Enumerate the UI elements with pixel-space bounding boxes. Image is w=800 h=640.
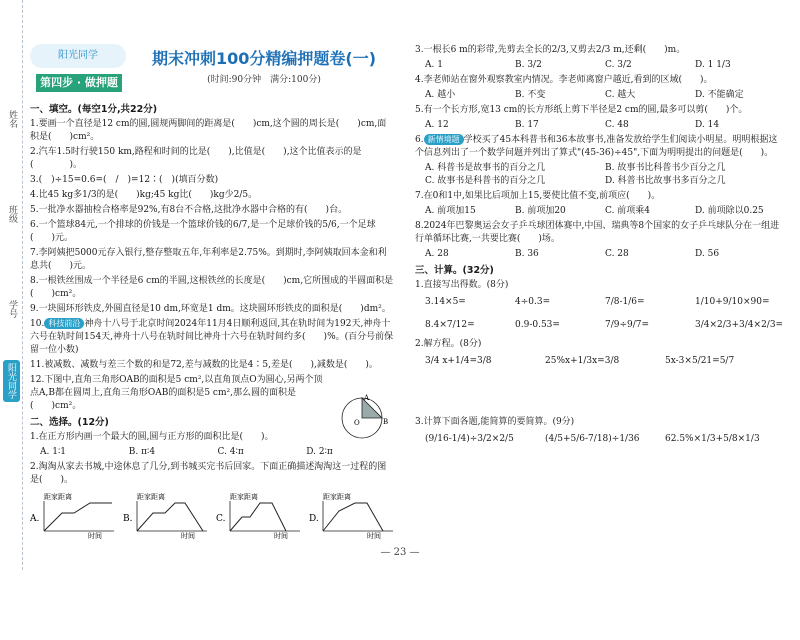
option: D. 科普书比故事书多百分之几 — [605, 176, 726, 186]
option: A. 前项加15 — [425, 206, 476, 216]
equation-item: 3/4 x+1/4=3/8 — [425, 356, 492, 366]
page-subtitle: (时间:90分钟 满分:100分) — [207, 75, 321, 85]
question: 12.下图中,直角三角形OAB的面积是5 cm²,以直角顶点O为圆心,另两个顶点A,B都在圆周上,直角三角形OAB的面积是5 cm²,那么圆的面积是( )cm²。 — [30, 375, 323, 411]
question: 11.被减数、减数与差三个数的和是72,差与减数的比是4∶5,差是( ),减数是( )。 — [30, 360, 378, 370]
calc-item: 3/4×2/3+3/4×2/3= — [695, 320, 784, 330]
question: 6.一个篮球84元,一个排球的价钱是一个篮球价钱的6/7,是一个足球价钱的5/6,一个足球( )元。 — [30, 220, 376, 243]
options — [425, 59, 785, 72]
chart-letter: C. — [216, 514, 226, 524]
equation-item: 25%x+1/3x=3/8 — [545, 356, 620, 366]
chart-letter: A. — [30, 514, 40, 524]
question: 4.比45 kg多1/3的是( )kg;45 kg比( )kg少2/5。 — [30, 190, 258, 200]
point-o-label: O — [354, 419, 360, 427]
section-calc: 三、计算。(32分) — [415, 265, 494, 276]
calc-item: 1/10+9/10×90= — [695, 297, 770, 307]
question: 4.李老师站在窗外观察教室内情况。李老师离窗户越近,看到的区域( )。 — [415, 75, 713, 85]
journey-charts — [30, 491, 395, 539]
question: 1.直接写出得数。(8分) — [415, 280, 509, 290]
options — [425, 119, 785, 132]
oral-calc-grid — [425, 296, 785, 332]
option: B. 17 — [515, 120, 539, 130]
option: C. 48 — [605, 120, 629, 130]
y-axis-label: 距家距离 — [44, 493, 72, 501]
chart-option-b — [123, 491, 209, 539]
id-label: 学号 — [7, 300, 17, 318]
simplify-item: (4/5+5/6-7/18)÷1/36 — [545, 434, 640, 444]
question: 6. 新情境题 学校买了45本科普书和36本故事书,准备发放给学生们阅读小明星。明明根据这个信息列出了一个数学问题并列出了算式"(45-36)÷45",下面为明明提出的问题是( )。 — [415, 135, 778, 158]
equation-item: 5x-3×5/21=5/7 — [665, 356, 735, 366]
x-axis-label: 时间 — [367, 532, 381, 539]
brand-logo: 阳光同学 — [30, 44, 126, 68]
option: C. 4∶π — [217, 447, 244, 457]
option: B. π∶4 — [128, 447, 156, 457]
option: C. 越大 — [605, 90, 636, 100]
question: 2.汽车1.5时行驶150 km,路程和时间的比是( ),比值是( ),这个比值表示的是( )。 — [30, 147, 362, 170]
question: 3.一根长6 m的彩带,先剪去全长的2/3,又剪去2/3 m,还剩( )m。 — [415, 45, 686, 55]
new-context-tag: 新情境题 — [424, 134, 464, 145]
option: D. 56 — [695, 249, 720, 259]
section-fill-blank: 一、填空。(每空1分,共22分) — [30, 104, 158, 115]
options — [425, 248, 785, 261]
options — [425, 162, 785, 188]
option: C. 故事书是科普书的百分之几 — [425, 176, 546, 186]
chart-option-d — [309, 491, 395, 539]
x-axis-label: 时间 — [274, 532, 288, 539]
spine — [3, 360, 19, 640]
step-badge: 第四步 · 做押题 — [36, 74, 122, 92]
tech-tag: 科技前沿 — [44, 318, 84, 329]
page-number: — 23 — — [380, 547, 420, 558]
y-axis-label: 距家距离 — [230, 493, 258, 501]
question: 7.在0和1中,如果比后项加上15,要使比值不变,前项应( )。 — [415, 191, 661, 201]
x-axis-label: 时间 — [181, 532, 195, 539]
question: 3.计算下面各题,能简算的要简算。(9分) — [415, 417, 575, 427]
simplify-item: 62.5%×1/3+5/8×1/3 — [665, 434, 760, 444]
option: B. 前项加20 — [515, 206, 566, 216]
question: 10. 科技前沿 神舟十八号于北京时间2024年11月4日顺利返回,其在轨时间为192天,神舟十六号在轨时间154天,神舟十八号在轨时间比神舟十六号在轨时间约多( )%。(百分号前保留一位小数) — [30, 319, 394, 355]
circle-triangle-figure — [340, 392, 390, 442]
question: 8.2024年巴黎奥运会女子乒乓球团体赛中,中国、瑞典等8个国家的女子乒乓球队分在一组进行单循环比赛,一共要比赛( )场。 — [415, 221, 780, 244]
chart-letter: D. — [309, 514, 319, 524]
y-axis-label: 距家距离 — [323, 493, 351, 501]
option: A. 越小 — [425, 90, 456, 100]
simplify-grid — [425, 433, 785, 446]
option: D. 前项除以0.25 — [695, 206, 764, 216]
calc-item: 3.14×5= — [425, 297, 466, 307]
question: 8.一根铁丝围成一个半径是6 cm的半圆,这根铁丝的长度是( )cm,它所围成的半圆面积是( )cm²。 — [30, 276, 394, 299]
chart-letter: B. — [123, 514, 133, 524]
question: 5.有一个长方形,宽13 cm的长方形纸上剪下半径是2 cm的圆,最多可以剪( )个。 — [415, 105, 748, 115]
question: 5.一批净水器抽检合格率是92%,有8台不合格,这批净水器中合格的有( )台。 — [30, 205, 348, 215]
calc-item: 7/8-1/6= — [605, 297, 645, 307]
header — [30, 42, 390, 94]
options — [40, 446, 395, 459]
left-column — [30, 100, 395, 539]
question: 2.淘淘从家去书城,中途休息了几分,到书城买完书后回家。下面正确描述淘淘这一过程的图是( )。 — [30, 462, 387, 485]
question: 1.在正方形内画一个最大的圆,圆与正方形的面积比是( )。 — [30, 432, 274, 442]
option: C. 前项乘4 — [605, 206, 651, 216]
name-label: 姓名 — [7, 110, 17, 128]
options — [425, 205, 785, 218]
calc-item: 4÷0.3= — [515, 297, 551, 307]
option: B. 36 — [515, 249, 539, 259]
option: A. 科普书是故事书的百分之几 — [425, 163, 546, 173]
question: 9.一块圆环形铁皮,外圆直径是10 dm,环宽是1 dm。这块圆环形铁皮的面积是( )dm²。 — [30, 304, 391, 314]
option: A. 1 — [425, 60, 443, 70]
question: 1.要画一个直径是12 cm的圆,圆规两脚间的距离是( )cm,这个圆的周长是( )cm,面积是( )cm²。 — [30, 119, 387, 142]
calc-item: 8.4×7/12= — [425, 320, 475, 330]
section-choice: 二、选择。(12分) — [30, 417, 109, 428]
point-a-label: A — [364, 394, 370, 402]
point-b-label: B — [383, 418, 389, 426]
option: A. 28 — [425, 249, 449, 259]
chart-option-a — [30, 491, 116, 539]
option: D. 1 1/3 — [695, 60, 731, 70]
chart-option-c — [216, 491, 302, 539]
option: D. 14 — [695, 120, 720, 130]
calc-item: 7/9÷9/7= — [605, 320, 650, 330]
question: 2.解方程。(8分) — [415, 339, 482, 349]
option: B. 故事书比科普书少百分之几 — [605, 163, 726, 173]
question: 3.( )÷15=0.6=( / )=12∶( )(填百分数) — [30, 175, 219, 185]
option: C. 28 — [605, 249, 629, 259]
simplify-item: (9/16-1/4)÷3/2×2/5 — [425, 434, 514, 444]
option: B. 3/2 — [515, 60, 542, 70]
x-axis-label: 时间 — [88, 532, 102, 539]
option: B. 不变 — [515, 90, 546, 100]
question: 7.李阿姨把5000元存入银行,整存整取五年,年利率是2.75%。到期时,李阿姨取回本金和利息共( )元。 — [30, 248, 387, 271]
options — [425, 89, 785, 102]
right-column — [415, 43, 785, 452]
spine-logo: 阳光同学 — [3, 360, 20, 402]
calc-item: 0.9-0.53= — [515, 320, 560, 330]
y-axis-label: 距家距离 — [137, 493, 165, 501]
page-title: 期末冲刺100分精编押题卷(一) — [151, 49, 377, 68]
option: D. 不能确定 — [695, 90, 744, 100]
class-label: 班级 — [7, 205, 17, 223]
option: D. 2∶π — [306, 447, 333, 457]
option: C. 3/2 — [605, 60, 632, 70]
equation-grid — [425, 355, 785, 368]
option: A. 12 — [425, 120, 449, 130]
option: A. 1∶1 — [40, 447, 67, 457]
